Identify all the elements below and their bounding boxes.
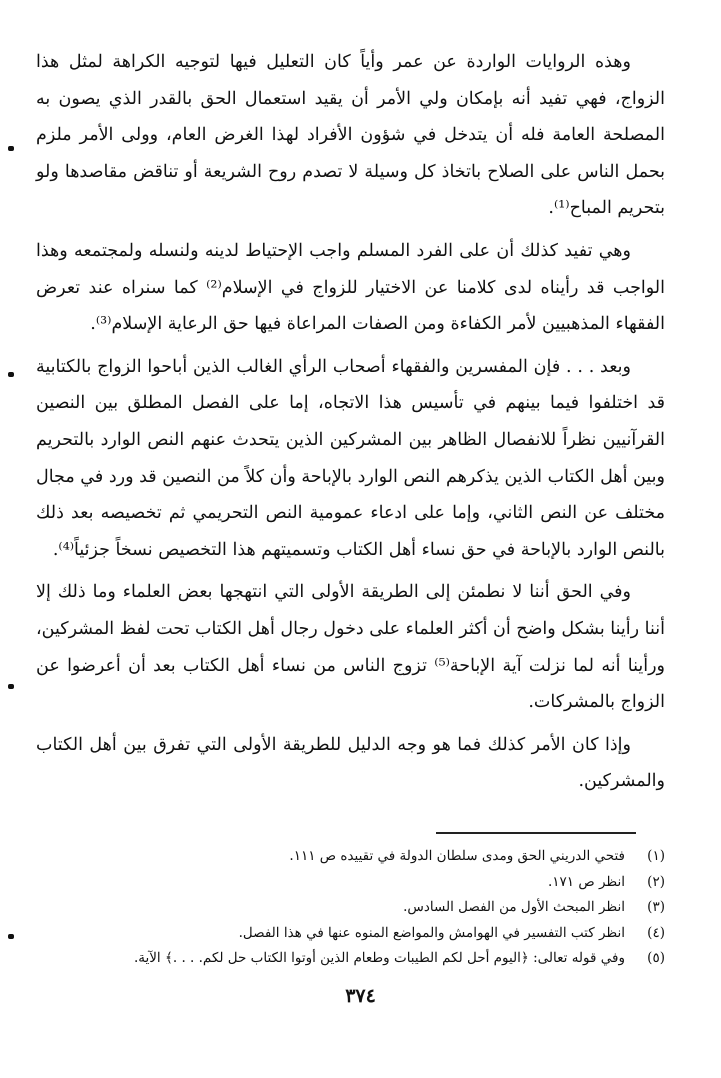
scan-edge-mark	[8, 934, 14, 939]
footnote-number: (٢)	[647, 873, 665, 890]
paragraph-2: وهي تفيد كذلك أن على الفرد المسلم واجب الإحتياط لدينه ولنسله ولمجتمعه وهذا الواجب قد رأيناه لدى كلامنا عن الاختيار للزواج في الإسلام⁽²⁾ كما سنراه عند تعرض الفقهاء المذهبيين لأمر الكفاءة ومن الصفات المراعاة فيها حق الرعاية الإسلام⁽³⁾.	[36, 240, 665, 335]
page-number: ٣٧٤	[345, 985, 376, 1007]
footnote-number: (٣)	[647, 899, 665, 915]
scan-edge-mark	[8, 146, 14, 151]
footnote-number: (٤)	[647, 924, 665, 941]
paragraph-3: وبعد . . . فإن المفسرين والفقهاء أصحاب الرأي الغالب الذين أباحوا الزواج بالكتابية قد اختلفوا فيما بينهم في تأسيس هذا الاتجاه، إما على الفصل المطلق بين النصين القرآنيين نظراً للانفصال الظاهر بين المشركين الذين يتحدث عنهم النص الوارد بالتحريم وبين أهل الكتاب الذين يذكرهم النص الوارد بالإباحة وأن كلاً من النصين قد ورد في مجال مختلف عن النص الثاني، وإما على ادعاء عمومية النص التحريمي ثم تخصيصه بعد ذلك بالنص الوارد بالإباحة في حق نساء أهل الكتاب وتسميتهم هذا التخصيص نسخاً جزئياً⁽⁴⁾.	[36, 356, 665, 560]
paragraph-4: وفي الحق أننا لا نطمئن إلى الطريقة الأولى التي انتهجها بعض العلماء وما ذلك إلا أننا رأينا بشكل واضح أن أكثر العلماء على دخول رجال أهل الكتاب تحت لفظ المشركين، ورأينا أنه لما نزلت آية الإباحة⁽⁵⁾ تزوج الناس من نساء أهل الكتاب بعد أن أعرضوا عن الزواج بالمشركات.	[36, 582, 665, 713]
footnote-number: (٥)	[647, 950, 665, 966]
footnote-text: انظر كتب التفسير في الهوامش والمواضع المنوه عنها في هذا الفصل.	[238, 924, 625, 941]
paragraph-5: وإذا كان الأمر كذلك فما هو وجه الدليل للطريقة الأولى التي تفرق بين أهل الكتاب والمشركين.	[36, 734, 665, 792]
footnote-text: وفي قوله تعالى: ﴿اليوم أحل لكم الطيبات وطعام الذين أوتوا الكتاب حل لكم. . . .﴾ الآية.	[133, 950, 625, 966]
footnote-item	[36, 946, 665, 972]
footnote-text: فتحي الدريني الحق ومدى سلطان الدولة في تقييده ص ١١١.	[289, 848, 625, 864]
footnote-number: (١)	[647, 848, 665, 864]
scan-edge-mark	[8, 372, 14, 377]
footnote-separator	[436, 832, 636, 834]
footnote-text: انظر ص ١٧١.	[548, 873, 625, 890]
footnote-item	[36, 895, 665, 921]
paragraph-1: وهذه الروايات الواردة عن عمر وأياً كان التعليل فيها لتوجيه الكراهة لمثل هذا الزواج، فهي تفيد أنه بإمكان ولي الأمر أن يقيد استعمال الحق بالقدر الذي يصون به المصلحة العامة فله أن يتدخل في شؤون الأفراد لهذا الغرض العام، وولى الأمر ملزم بحمل الناس على الصلاح باتخاذ كل وسيلة لا تصدم روح الشريعة أو تناقض مقاصدها ولو بتحريم المباح⁽¹⁾.	[36, 52, 665, 219]
footnote-item	[36, 870, 665, 896]
footnote-item	[36, 921, 665, 947]
footnote-item	[36, 844, 665, 870]
footnote-text: انظر المبحث الأول من الفصل السادس.	[403, 899, 625, 915]
main-text	[36, 44, 665, 806]
scan-edge-mark	[8, 684, 14, 689]
footnotes	[36, 844, 665, 972]
